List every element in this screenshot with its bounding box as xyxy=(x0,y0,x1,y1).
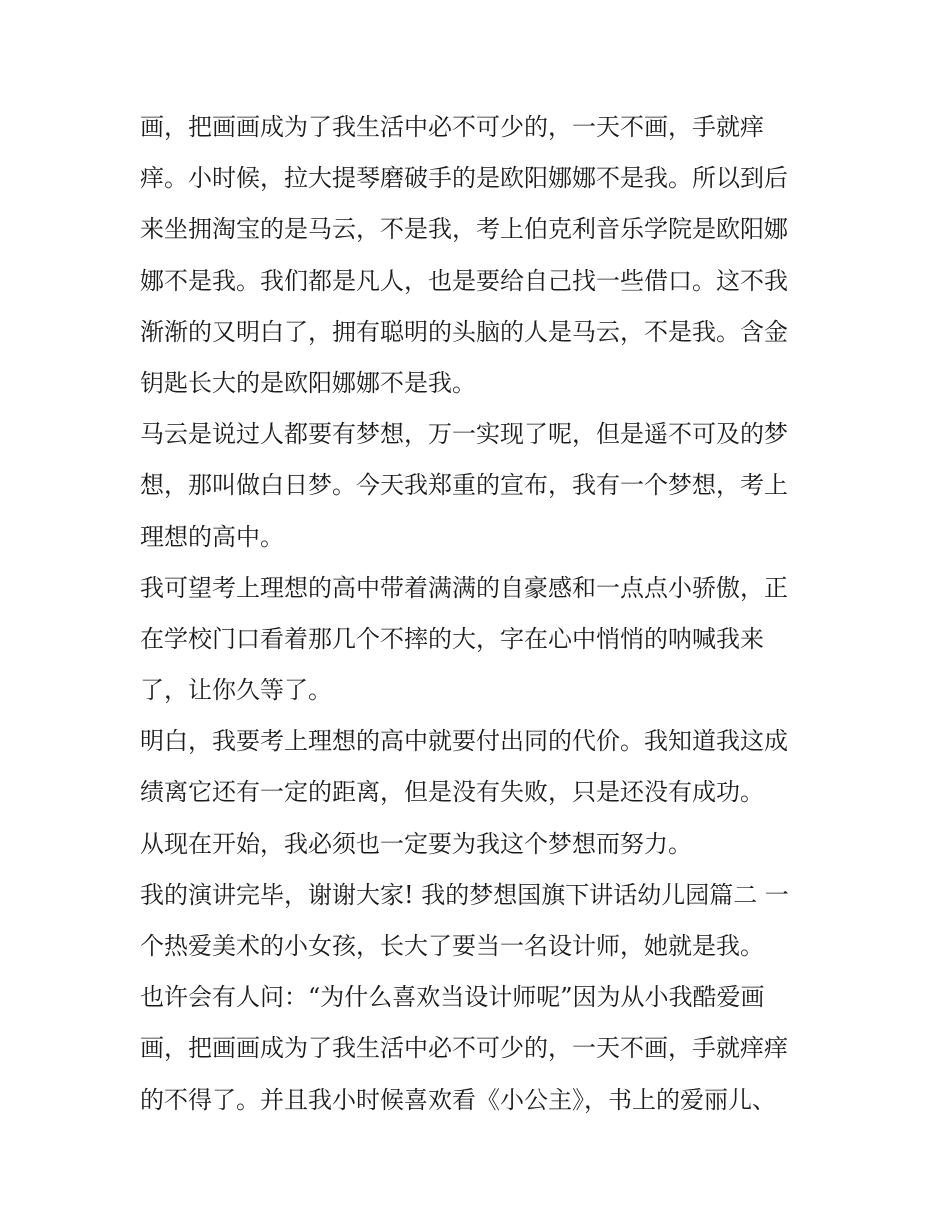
text-line: 画，把画画成为了我生活中必不可少的，一天不画，手就痒 xyxy=(140,113,764,141)
text-line: 我的演讲完毕，谢谢大家! 我的梦想国旗下讲话幼儿园篇二 一 xyxy=(140,880,789,909)
text-line: 马云是说过人都要有梦想，万一实现了呢，但是遥不可及的梦 xyxy=(140,420,788,449)
text-line: 钥匙长大的是欧阳娜娜不是我。 xyxy=(140,368,476,397)
text-line: 了，让你久等了。 xyxy=(140,676,332,705)
text-line: 痒。小时候，拉大提琴磨破手的是欧阳娜娜不是我。所以到后 xyxy=(140,164,788,193)
text-line: 也许会有人问：“为什么喜欢当设计师呢”因为从小我酷爱画 xyxy=(140,983,765,1012)
text-line: 理想的高中。 xyxy=(140,522,284,551)
text-line: 娜不是我。我们都是凡人，也是要给自己找一些借口。这不我 xyxy=(140,266,788,295)
document-body xyxy=(140,102,820,1126)
text-line: 想，那叫做白日梦。今天我郑重的宣布，我有一个梦想，考上 xyxy=(140,471,788,500)
text-line: 来坐拥淘宝的是马云，不是我，考上伯克利音乐学院是欧阳娜 xyxy=(140,215,788,244)
text-line: 绩离它还有一定的距离，但是没有失败，只是还没有成功。 xyxy=(140,778,764,807)
text-line: 渐渐的又明白了，拥有聪明的头脑的人是马云，不是我。含金 xyxy=(140,317,788,346)
text-line: 个热爱美术的小女孩，长大了要当一名设计师，她就是我。 xyxy=(140,932,764,960)
text-line: 的不得了。并且我小时候喜欢看《小公主》，书上的爱丽儿、 xyxy=(140,1085,776,1114)
text-line: 我可望考上理想的高中带着满满的自豪感和一点点小骄傲，正 xyxy=(140,573,788,602)
text-line: 在学校门口看着那几个不摔的大，字在心中悄悄的呐喊我来 xyxy=(140,624,764,653)
text-line: 明白，我要考上理想的高中就要付出同的代价。我知道我这成 xyxy=(140,727,788,756)
text-line: 画，把画画成为了我生活中必不可少的，一天不画，手就痒痒 xyxy=(140,1034,788,1063)
text-line: 从现在开始，我必须也一定要为我这个梦想而努力。 xyxy=(140,829,692,858)
